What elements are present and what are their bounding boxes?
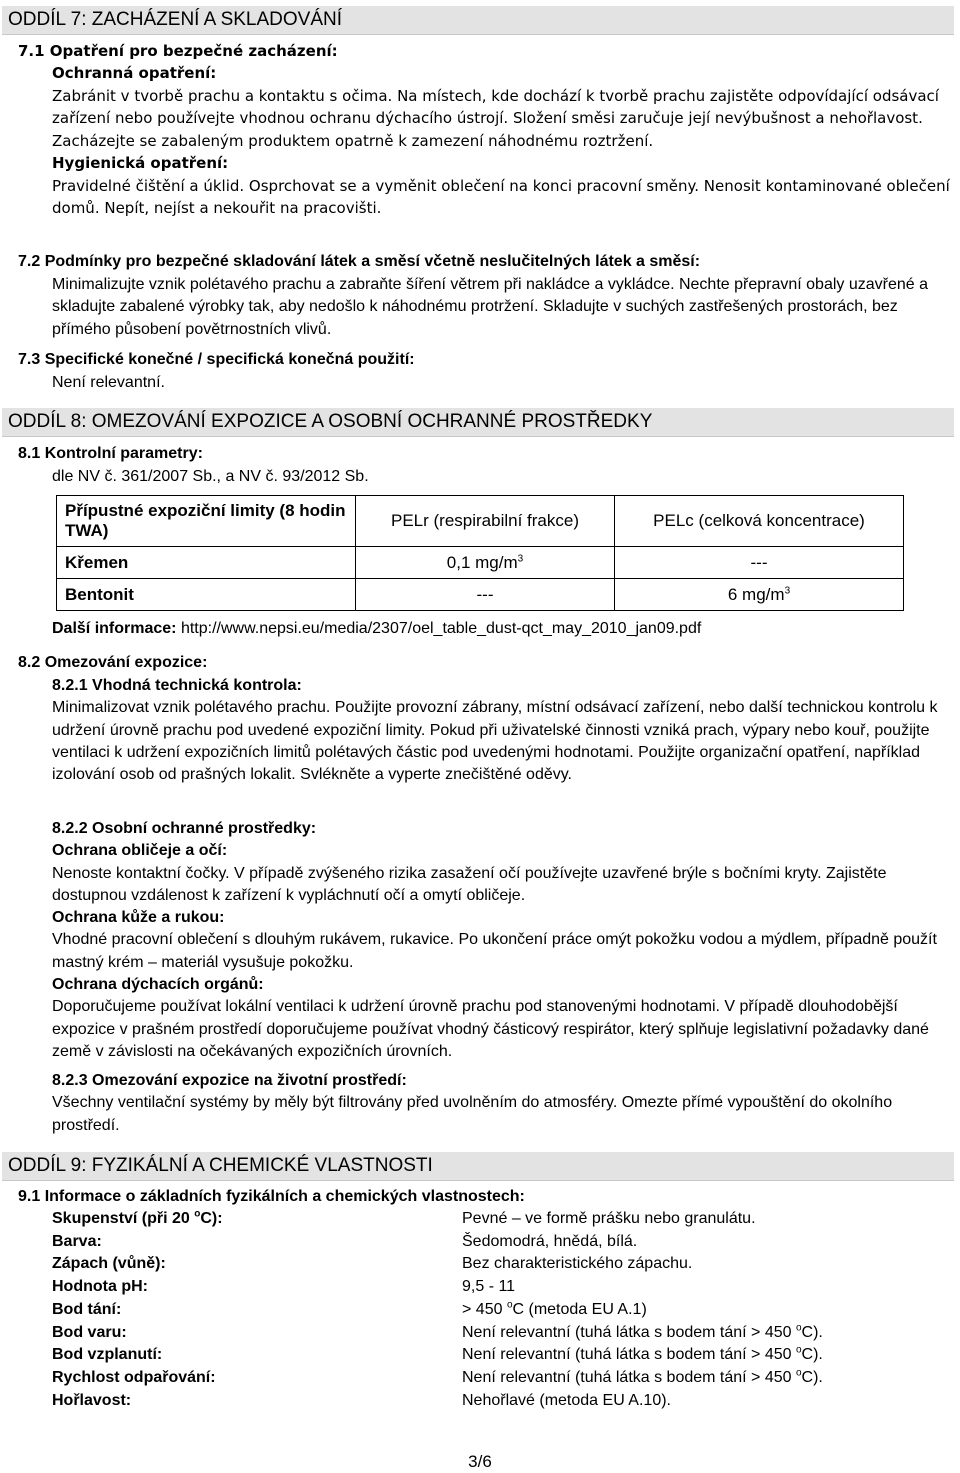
property-value: Není relevantní (tuhá látka s bodem tání > 450 $^o$C).: [462, 1322, 823, 1341]
s821-heading: 8.2.1 Vhodná technická kontrola:: [52, 677, 302, 694]
s73-heading: 7.3 Specifické konečné / specifická konečná použití:: [18, 351, 415, 368]
property-row: [52, 1322, 942, 1345]
oel-table: [56, 495, 904, 611]
property-key: Barva:: [52, 1232, 102, 1250]
property-row: [52, 1253, 942, 1276]
property-key: Skupenství (při 20 $^o$C):: [52, 1208, 223, 1227]
property-key: Zápach (vůně):: [52, 1255, 166, 1273]
section-9-1: [18, 1186, 954, 1208]
property-row: [52, 1344, 942, 1367]
hygiene-text: Pravidelné čištění a úklid. Osprchovat se a vyměnit oblečení na konci pracovní směny. Nenosit kontaminované oblečení domů. Nepít, nejíst a nekouřit na pracovišti.: [52, 176, 950, 217]
section-7-1: [18, 40, 954, 63]
property-key: Rychlost odpařování:: [52, 1368, 216, 1386]
property-value: Bez charakteristického zápachu.: [462, 1255, 693, 1273]
s73-text: Není relevantní.: [52, 374, 165, 391]
more-info-link[interactable]: http://www.nepsi.eu/media/2307/oel_table_dust-qct_may_2010_jan09.pdf: [180, 620, 702, 637]
property-value: Pevné – ve formě prášku nebo granulátu.: [462, 1210, 756, 1227]
skin-heading: Ochrana kůže a rukou:: [52, 909, 225, 927]
protective-heading: Ochranná opatření:: [52, 64, 217, 82]
property-row: [52, 1208, 942, 1231]
resp-text: Doporučujeme používat lokální ventilaci k udržení úrovně prachu pod stanovenými hodnotami. V případě dlouhodobější expozice v prašném prostředí doporučujeme používat vhodný částicový respirátor, který splňuje legislativní požadavky dané země v závislosti na očekávaných expozičních úrovních.: [52, 998, 929, 1060]
resp-heading: Ochrana dýchacích orgánů:: [52, 976, 264, 994]
section-8-2-2: [52, 818, 947, 1063]
property-value: Není relevantní (tuhá látka s bodem tání > 450 $^o$C).: [462, 1367, 823, 1386]
table-row: [57, 579, 904, 611]
property-row: [52, 1231, 942, 1254]
section-7-3: [18, 349, 954, 371]
section-7-1-body: [52, 62, 952, 220]
table-cell-name: Křemen: [57, 547, 356, 579]
property-row: [52, 1390, 942, 1413]
table-row: [57, 547, 904, 579]
s72-text: Minimalizujte vznik polétavého prachu a zabraňte šíření větrem při nakládce a vykládce. Nechte přepravní obaly uzavřené a skladujte zabalené výrobky tak, aby nedošlo k náhodnému protržení. Skladujte v suchých zastřešených prostorách, bez přímého působení povětrnostních vlivů.: [52, 276, 929, 338]
s81-heading: 8.1 Kontrolní parametry:: [18, 445, 203, 462]
s821-text: Minimalizovat vznik polétavého prachu. Použijte provozní zábrany, místní odsávací zařízení, nebo další technickou kontrolu k udržení úrovně prachu pod uvedené expoziční limity. Pokud při uživatelské činnosti vzniká prach, výpary nebo kouř, použijte ventilaci k udržení expozičních limitů polétavých částic pod uvedenými hodnotami. Použijte organizační opatření, například izolování osob od prašných lokalit. Svlékněte a vyperte znečištěné oděvy.: [52, 699, 938, 784]
section-7-title: ODDÍL 7: ZACHÁZENÍ A SKLADOVÁNÍ: [2, 6, 954, 35]
section-8-1-body: [52, 466, 952, 488]
more-info: [52, 618, 952, 640]
more-info-label: Další informace:: [52, 620, 177, 637]
section-8-title: ODDÍL 8: OMEZOVÁNÍ EXPOZICE A OSOBNÍ OCHRANNÉ PROSTŘEDKY: [2, 408, 954, 437]
property-row: [52, 1276, 942, 1299]
table-header-pelr: PELr (respirabilní frakce): [356, 496, 615, 547]
properties-list: [52, 1208, 942, 1412]
table-cell-pelr: ---: [356, 579, 615, 611]
s71-heading: 7.1 Opatření pro bezpečné zacházení:: [18, 42, 338, 60]
s822-heading: 8.2.2 Osobní ochranné prostředky:: [52, 820, 317, 837]
property-key: Bod vzplanutí:: [52, 1346, 163, 1364]
property-row: [52, 1299, 942, 1322]
section-7-2-body: [52, 274, 942, 341]
property-value: Šedomodrá, hnědá, bílá.: [462, 1232, 638, 1250]
property-value: Není relevantní (tuhá látka s bodem tání > 450 $^o$C).: [462, 1344, 823, 1364]
table-cell-name: Bentonit: [57, 579, 356, 611]
table-cell-pelc: ---: [615, 547, 904, 579]
section-8-2-1: [52, 675, 947, 786]
table-header-pelc: PELc (celková koncentrace): [615, 496, 904, 547]
table-header-limits: Přípustné expoziční limity (8 hodin TWA): [57, 496, 356, 547]
page-number: 3/6: [468, 1452, 492, 1471]
table-cell-pelc: 6 $mg/m^3$: [615, 579, 904, 611]
section-7-3-body: [52, 372, 952, 394]
section-8-2-3: [52, 1070, 932, 1137]
eye-heading: Ochrana obličeje a očí:: [52, 842, 228, 860]
property-key: Hodnota pH:: [52, 1278, 148, 1296]
protective-text: Zabránit v tvorbě prachu a kontaktu s očima. Na místech, kde dochází k tvorbě prachu zajistěte odpovídající odsávací zařízení nebo používejte vhodnou ochranu dýchacího ústrojí. Složení směsi zaručuje její nevýbušnost a nehořlavost. Zacházejte se zabaleným produktem opatrně k zamezení náhodnému roztržení.: [52, 86, 939, 150]
section-8-2: [18, 652, 954, 674]
property-key: Bod varu:: [52, 1323, 127, 1341]
property-key: Bod tání:: [52, 1300, 122, 1318]
table-cell-pelr: 0,1 $mg/m^3$: [356, 547, 615, 579]
s72-heading: 7.2 Podmínky pro bezpečné skladování látek a směsí včetně neslučitelných látek a směsí:: [18, 253, 701, 270]
s823-text: Všechny ventilační systémy by měly být filtrovány před uvolněním do atmosféry. Omezte přímé vypouštění do okolního prostředí.: [52, 1094, 893, 1134]
s823-heading: 8.2.3 Omezování expozice na životní prostředí:: [52, 1072, 407, 1089]
property-row: [52, 1367, 942, 1390]
s81-text: dle NV č. 361/2007 Sb., a NV č. 93/2012 Sb.: [52, 468, 369, 485]
section-8-1: [18, 443, 954, 465]
hygiene-heading: Hygienická opatření:: [52, 154, 229, 172]
eye-text: Nenoste kontaktní čočky. V případě zvýšeného rizika zasažení očí používejte uzavřené brýle s bočními kryty. Zajistěte dostupnou vzdálenost k zařízení k vypláchnutí očí a omytí obličeje.: [52, 864, 887, 904]
section-7-2: [18, 251, 954, 273]
table-header-row: [57, 496, 904, 547]
property-value: 9,5 - 11: [462, 1278, 516, 1296]
property-key: Hořlavost:: [52, 1391, 132, 1409]
s82-heading: 8.2 Omezování expozice:: [18, 654, 208, 671]
s91-heading: 9.1 Informace o základních fyzikálních a chemických vlastnostech:: [18, 1188, 525, 1205]
section-9-title: ODDÍL 9: FYZIKÁLNÍ A CHEMICKÉ VLASTNOSTI: [2, 1152, 954, 1181]
property-value: Nehořlavé (metoda EU A.10).: [462, 1391, 671, 1409]
property-value: > 450 $^o$C (metoda EU A.1): [462, 1299, 647, 1318]
skin-text: Vhodné pracovní oblečení s dlouhým rukávem, rukavice. Po ukončení práce omýt pokožku vodou a mýdlem, případně použít mastný krém – materiál vysušuje pokožku.: [52, 931, 937, 971]
